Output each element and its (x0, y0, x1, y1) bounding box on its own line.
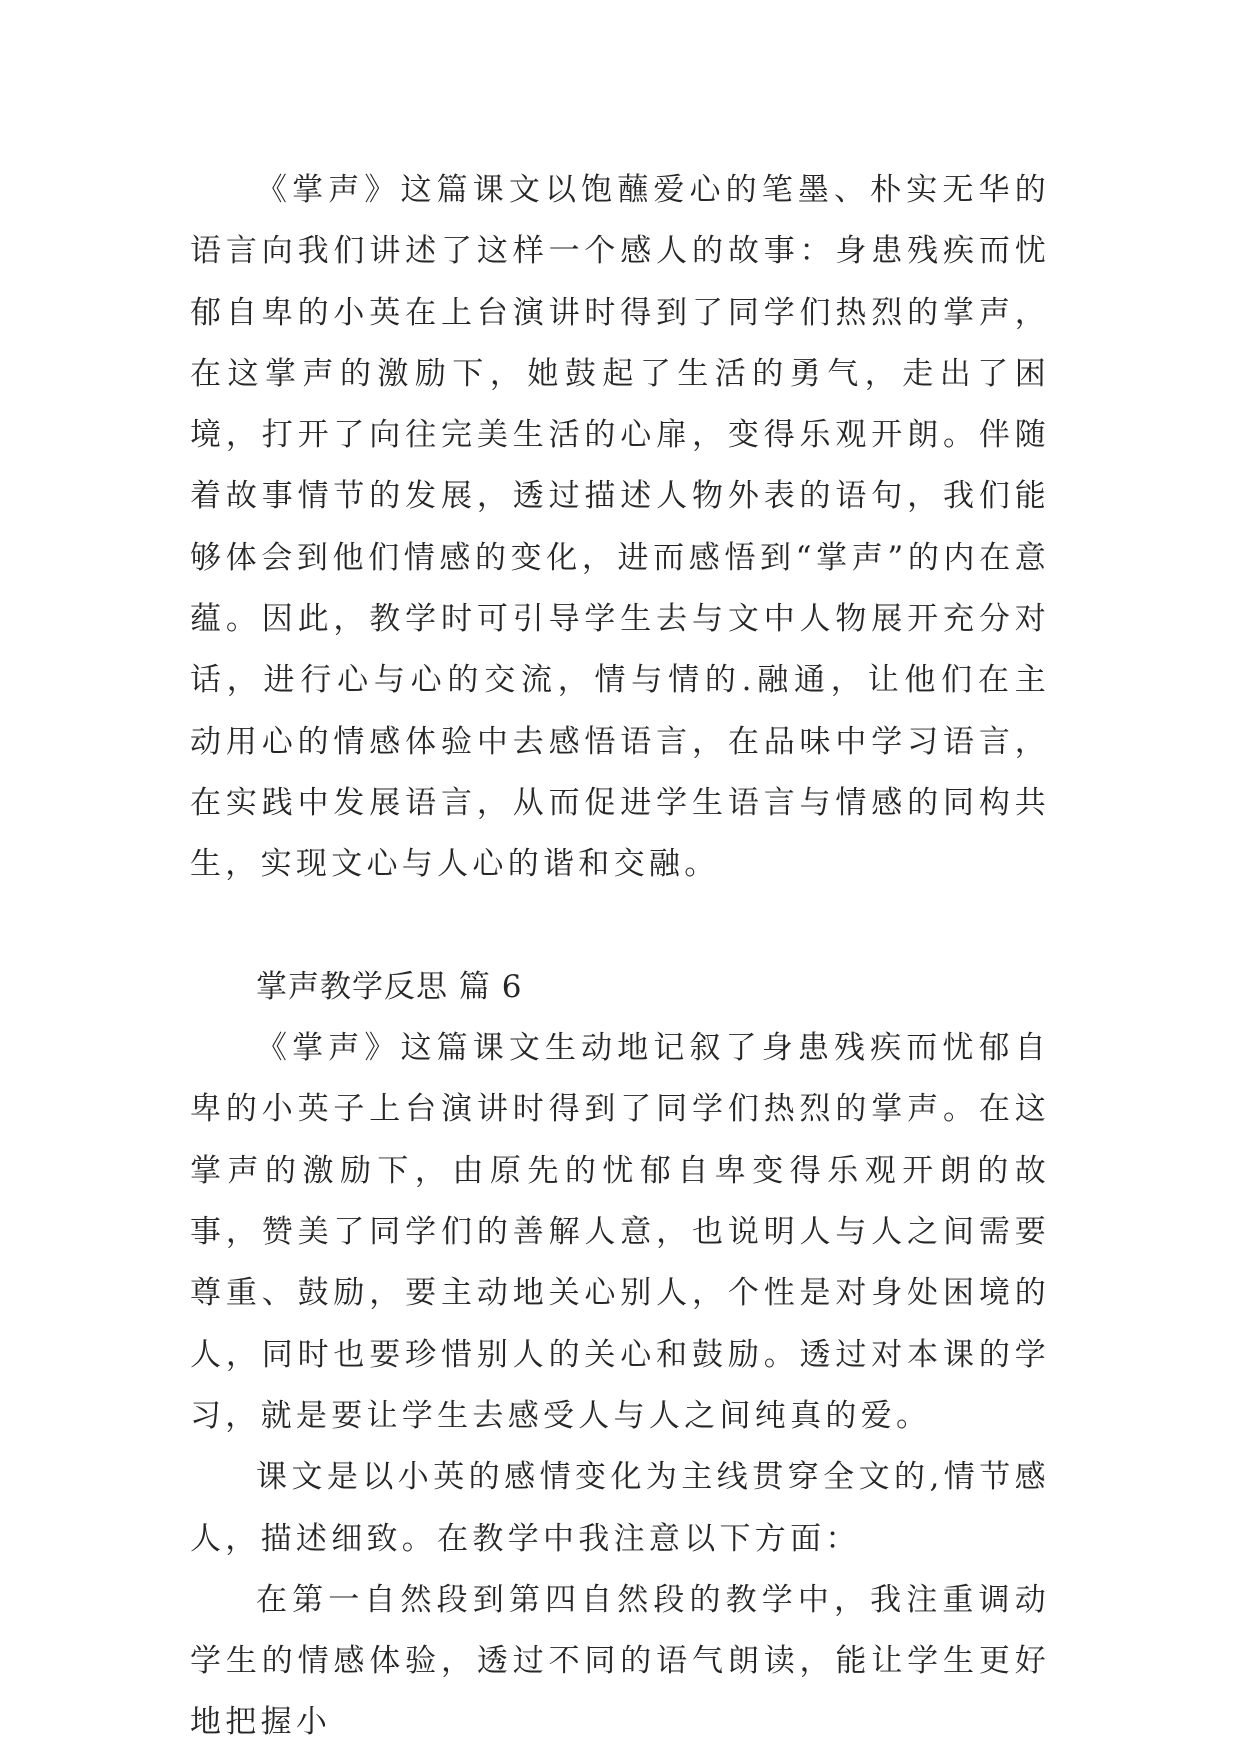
section-heading: 掌声教学反思 篇 6 (256, 968, 523, 1005)
paragraph: 《掌声》这篇课文生动地记叙了身患残疾而忧郁自卑的小英子上台演讲时得到了同学们热烈的掌声。在这掌声的激励下，由原先的忧郁自卑变得乐观开朗的故事，赞美了同学们的善解人意，也说明人与人之间需要尊重、鼓励，要主动地关心别人，个性是对身处困境的人，同时也要珍惜别人的关心和鼓励。透过对本课的学习，就是要让学生去感受人与人之间纯真的爱。 (190, 1030, 1050, 1434)
document-body (190, 160, 1050, 1754)
paragraph: 课文是以小英的感情变化为主线贯穿全文的,情节感人，描述细致。在教学中我注意以下方面： (190, 1459, 1050, 1557)
paragraph: 在第一自然段到第四自然段的教学中，我注重调动学生的情感体验，透过不同的语气朗读，能让学生更好地把握小 (190, 1581, 1050, 1741)
paragraph: 《掌声》这篇课文以饱蘸爱心的笔墨、朴实无华的语言向我们讲述了这样一个感人的故事：身患残疾而忧郁自卑的小英在上台演讲时得到了同学们热烈的掌声，在这掌声的激励下，她鼓起了生活的勇气，走出了困境，打开了向往完美生活的心扉，变得乐观开朗。伴随着故事情节的发展，透过描述人物外表的语句，我们能够体会到他们情感的变化，进而感悟到“掌声”的内在意蕴。因此，教学时可引导学生去与文中人物展开充分对话，进行心与心的交流，情与情的.融通，让他们在主动用心的情感体验中去感悟语言，在品味中学习语言，在实践中发展语言，从而促进学生语言与情感的同构共生，实现文心与人心的谐和交融。 (190, 172, 1050, 883)
